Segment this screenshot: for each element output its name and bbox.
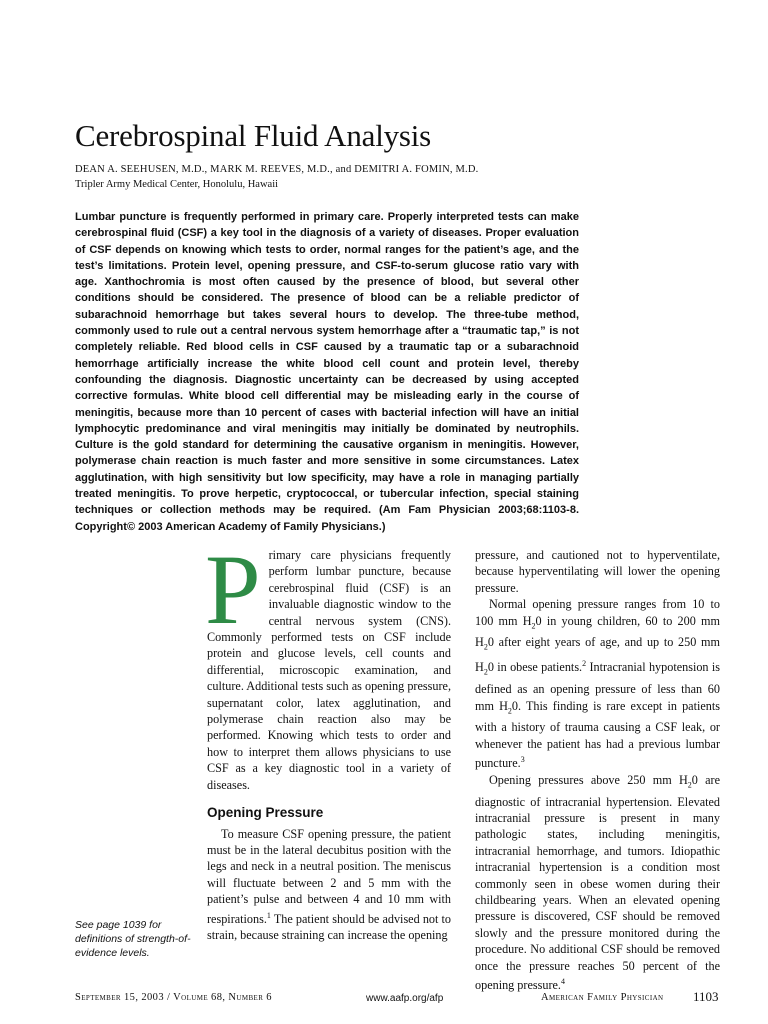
citation-ref: 1 bbox=[266, 910, 271, 920]
continued-paragraph: pressure, and cautioned not to hyperventilate, because hyperventilating will lower the opening pressure. bbox=[475, 548, 720, 595]
abstract: Lumbar puncture is frequently performed in primary care. Properly interpreted tests can make cerebrospinal fluid (CSF) a key tool in the diagnosis of a variety of diseases. Proper evaluation of CSF depends on knowing which tests to order, normal ranges for the patient’s age, and the test’s limitations. Protein level, opening pressure, and CSF-to-serum glucose ratio vary with age. Xanthochromia is most often caused by the presence of blood, but several other conditions should be considered. The presence of blood can be a reliable predictor of subarachnoid hemorrhage but takes several hours to develop. The three-tube method, commonly used to rule out a central nervous system hemorrhage after a “traumatic tap,” is not completely reliable. Red blood cells in CSF caused by a traumatic tap or a subarachnoid hemorrhage artificially increase the white blood cell count and protein level, thereby confounding the diagnosis. Diagnostic uncertainty can be decreased by using accepted corrective formulas. White blood cell differential may be misleading early in the course of meningitis, because more than 10 percent of cases with bacterial infection will have an initial lymphocytic predominance and viral meningitis may initially be dominated by neutrophils. Culture is the gold standard for determining the causative organism in meningitis. However, polymerase chain reaction is much faster and more sensitive in some circumstances. Latex agglutination, with high sensitivity but low specificity, may have a role in managing partially treated meningitis. To prove herpetic, cryptococcal, or tubercular infection, special staining techniques or collection methods may be required. (Am Fam Physician 2003;68:1103-8. Copyright© 2003 American Academy of Family Physicians.) bbox=[75, 211, 579, 533]
evidence-sidenote: See page 1039 for definitions of strength-of-evidence levels. bbox=[75, 919, 191, 959]
subscript: 2 bbox=[483, 667, 488, 677]
citation-ref: 2 bbox=[582, 659, 587, 669]
citation-ref: 3 bbox=[520, 755, 525, 765]
drop-cap: P bbox=[205, 534, 261, 645]
author-list: DEAN A. SEEHUSEN, M.D., MARK M. REEVES, M.D., and DEMITRI A. FOMIN, M.D. bbox=[75, 164, 479, 175]
paragraph-text: 0 in young children, 60 to 200 mm H bbox=[475, 613, 720, 650]
body-column-2 bbox=[475, 547, 720, 994]
page-number: 1103 bbox=[693, 989, 719, 1004]
paragraph-text: To measure CSF opening pressure, the patient must be in the lateral decubitus position with the legs and neck in a neutral position. The meniscus will fluctuate between 2 and 5 mm with the patient’s pulse and between 4 and 10 mm with respirations. bbox=[207, 826, 451, 926]
footer-journal-name: American Family Physician bbox=[541, 992, 664, 1003]
footer-issue-info: September 15, 2003 / Volume 68, Number 6 bbox=[75, 992, 272, 1003]
paragraph-text: Normal opening pressure ranges from 10 to 100 mm H bbox=[475, 597, 720, 628]
paragraph-text: 0 are diagnostic of intracranial hypertension. Elevated intracranial pressure is present in many pathologic states, including meningitis, intracranial hemorrhage, and tumors. Idiopathic intracranial hypertension is a condition most commonly seen in obese women during their childbearing years. When an elevated opening pressure is discovered, CSF should be removed slowly and the pressure monitored during the procedure. No additional CSF should be removed once the pressure reaches 50 percent of the opening pressure. bbox=[475, 772, 720, 993]
subscript: 2 bbox=[483, 642, 488, 652]
citation-ref: 4 bbox=[560, 977, 565, 987]
intro-text: rimary care physicians frequently perform lumbar puncture, because cerebrospinal fluid (CSF) is an invaluable diagnostic window to the central nervous system (CNS). Commonly performed tests on CSF include protein and glucose levels, cell counts and differential, microscopic examination, and culture. Additional tests such as opening pressure, supernatant color, latex agglutination, and polymerase chain reaction also may be performed. Knowing which tests to order and how to interpret them allows physicians to use CSF as a key diagnostic tool in a variety of diseases. bbox=[207, 548, 451, 792]
article-title: Cerebrospinal Fluid Analysis bbox=[75, 118, 432, 153]
footer-url[interactable]: www.aafp.org/afp bbox=[366, 993, 444, 1004]
affiliation: Tripler Army Medical Center, Honolulu, Hawaii bbox=[75, 179, 279, 190]
section-heading-opening-pressure: Opening Pressure bbox=[207, 805, 324, 821]
paragraph-text: Intracranial hypotension is defined as an opening pressure of less than 60 mm H bbox=[475, 660, 720, 713]
paragraph-text: 0. This finding is rare except in patients with a history of trauma causing a CSF leak, or whenever the patient has had a previous lumbar puncture. bbox=[475, 698, 720, 771]
subscript: 2 bbox=[531, 621, 536, 631]
paragraph-text: The patient should be advised not to strain, because straining can increase the opening bbox=[207, 911, 451, 942]
normal-pressure-paragraph bbox=[475, 596, 720, 772]
body-column-1 bbox=[205, 534, 451, 943]
opening-pressure-paragraph bbox=[207, 826, 451, 944]
subscript: 2 bbox=[687, 780, 692, 790]
paragraph-text: 0 in obese patients. bbox=[487, 660, 583, 675]
hypertension-paragraph bbox=[475, 772, 720, 994]
paragraph-text: 0 after eight years of age, and up to 250 mm H bbox=[475, 635, 720, 675]
paragraph-text: Opening pressures above 250 mm H bbox=[489, 772, 688, 787]
subscript: 2 bbox=[507, 706, 512, 716]
